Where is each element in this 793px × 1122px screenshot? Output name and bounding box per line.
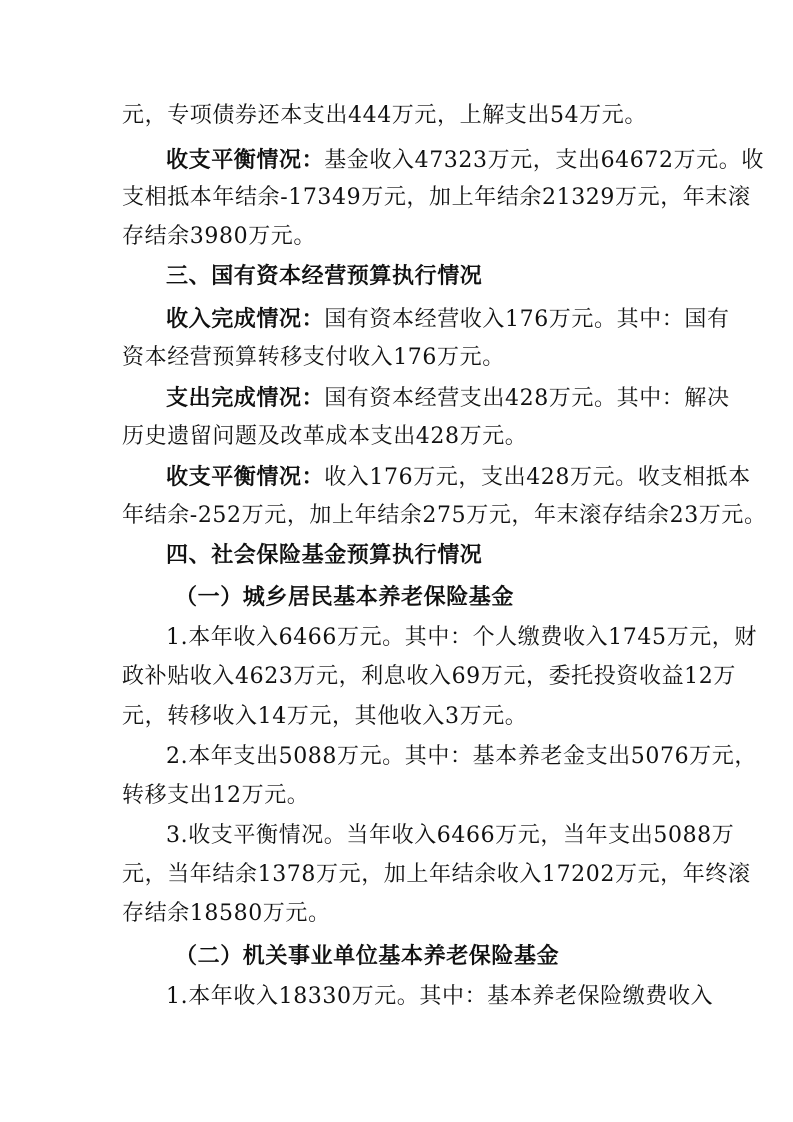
paragraph-line — [166, 304, 730, 335]
paragraph-line: 政补贴收入4623万元，利息收入69万元，委托投资收益12万 — [122, 664, 736, 689]
section-heading: 三、国有资本经营预算执行情况 — [166, 263, 483, 289]
paragraph-line: 存结余18580万元。 — [122, 901, 331, 926]
section-label: 收支平衡情况： — [166, 147, 325, 173]
paragraph-line: 存结余3980万元。 — [122, 224, 316, 249]
paragraph-line: 年结余-252万元，加上年结余275万元，年末滚存结余23万元。 — [122, 503, 767, 528]
section-heading: 四、社会保险基金预算执行情况 — [166, 542, 483, 568]
paragraph-line: 2.本年支出5088万元。其中：基本养老金支出5076万元， — [166, 744, 757, 769]
paragraph-line: 1.本年收入6466万元。其中：个人缴费收入1745万元，财 — [166, 625, 757, 650]
paragraph-line — [166, 145, 764, 176]
section-label: 收入完成情况： — [166, 306, 325, 332]
paragraph-text: 收入176万元，支出428万元。收支相抵本 — [324, 465, 751, 490]
paragraph-line — [166, 383, 730, 414]
paragraph-line: 资本经营预算转移支付收入176万元。 — [122, 345, 505, 370]
subsection-heading: （二）机关事业单位基本养老保险基金 — [175, 943, 560, 969]
paragraph-line: 支相抵本年结余-17349万元，加上年结余21329万元，年末滚 — [122, 185, 751, 210]
paragraph-line — [166, 462, 751, 493]
paragraph-text: 国有资本经营收入176万元。其中：国有 — [324, 307, 730, 332]
paragraph-line: 3.收支平衡情况。当年收入6466万元，当年支出5088万 — [166, 823, 735, 848]
paragraph-text: 基金收入47323万元，支出64672万元。收 — [324, 148, 764, 173]
paragraph-line: 转移支出12万元。 — [122, 783, 310, 808]
subsection-heading: （一）城乡居民基本养老保险基金 — [175, 584, 515, 610]
paragraph-line: 历史遗留问题及改革成本支出428万元。 — [122, 424, 528, 449]
section-label: 支出完成情况： — [166, 385, 325, 411]
paragraph-line: 元，当年结余1378万元，加上年结余收入17202万元，年终滚 — [122, 862, 751, 887]
paragraph-line: 元，专项债券还本支出444万元，上解支出54万元。 — [122, 103, 647, 128]
section-label: 收支平衡情况： — [166, 464, 325, 490]
paragraph-text: 国有资本经营支出428万元。其中：解决 — [324, 386, 730, 411]
paragraph-line: 元，转移收入14万元，其他收入3万元。 — [122, 704, 528, 729]
paragraph-line: 1.本年收入18330万元。其中：基本养老保险缴费收入 — [166, 984, 714, 1009]
